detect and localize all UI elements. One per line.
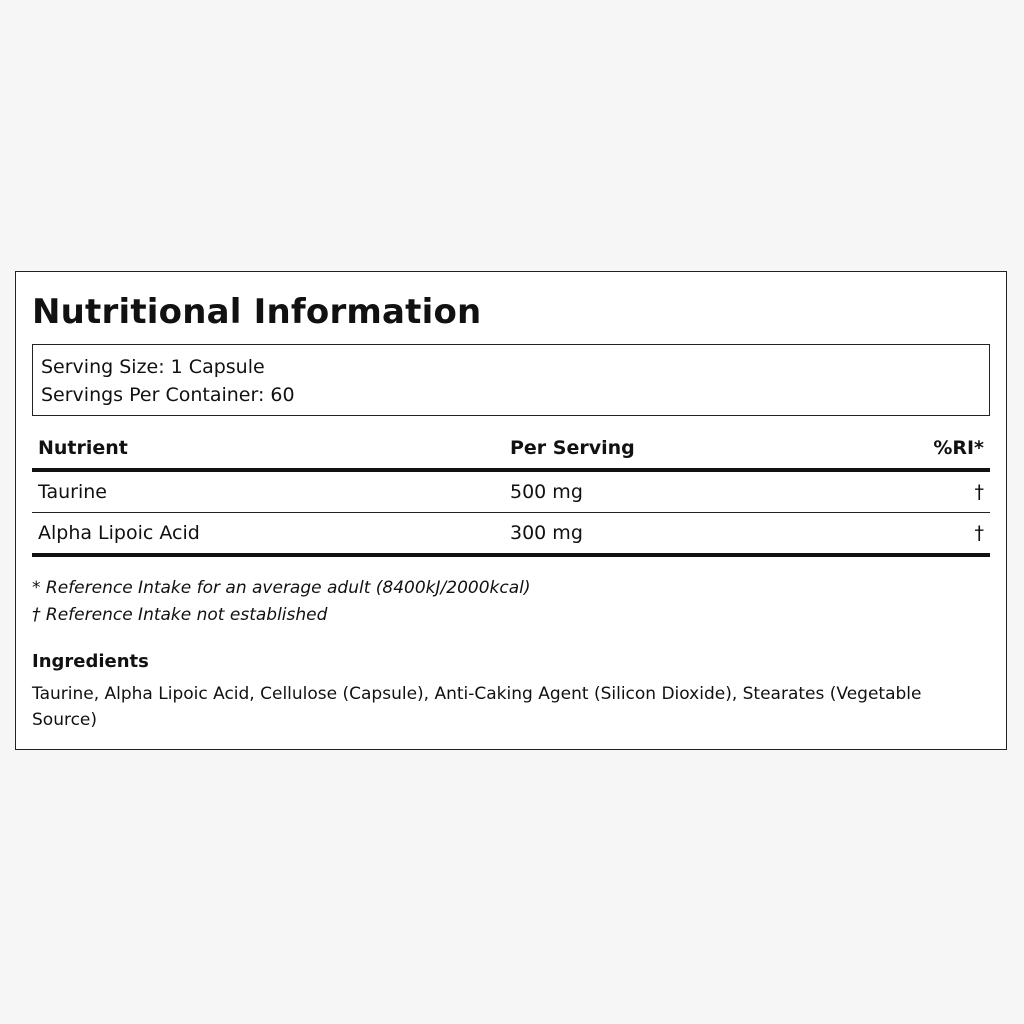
nutrition-label-panel bbox=[15, 271, 1007, 750]
ingredients-heading: Ingredients bbox=[32, 651, 149, 672]
nutrient-ri: † bbox=[837, 513, 990, 556]
label-title: Nutritional Information bbox=[32, 292, 482, 332]
header-nutrient: Nutrient bbox=[32, 430, 504, 470]
nutrient-name: Taurine bbox=[32, 470, 504, 513]
table-row bbox=[32, 513, 990, 556]
header-per-serving: Per Serving bbox=[504, 430, 837, 470]
footnote-reference-intake: * Reference Intake for an average adult (8400kJ/2000kcal) bbox=[32, 578, 531, 598]
header-ri: %RI* bbox=[837, 430, 990, 470]
table-row bbox=[32, 470, 990, 513]
nutrient-amount: 500 mg bbox=[504, 470, 837, 513]
nutrient-amount: 300 mg bbox=[504, 513, 837, 556]
footnotes bbox=[32, 575, 990, 629]
footnote-not-established: † Reference Intake not established bbox=[32, 605, 328, 625]
nutrient-name: Alpha Lipoic Acid bbox=[32, 513, 504, 556]
nutrient-table bbox=[32, 430, 990, 557]
table-header-row bbox=[32, 430, 990, 470]
ingredients-text: Taurine, Alpha Lipoic Acid, Cellulose (Capsule), Anti-Caking Agent (Silicon Dioxide), Stearates (Vegetable Source) bbox=[32, 684, 922, 730]
serving-info-box bbox=[32, 344, 990, 416]
serving-size: Serving Size: 1 Capsule bbox=[41, 356, 265, 378]
servings-per-container: Servings Per Container: 60 bbox=[41, 384, 295, 406]
nutrient-ri: † bbox=[837, 470, 990, 513]
